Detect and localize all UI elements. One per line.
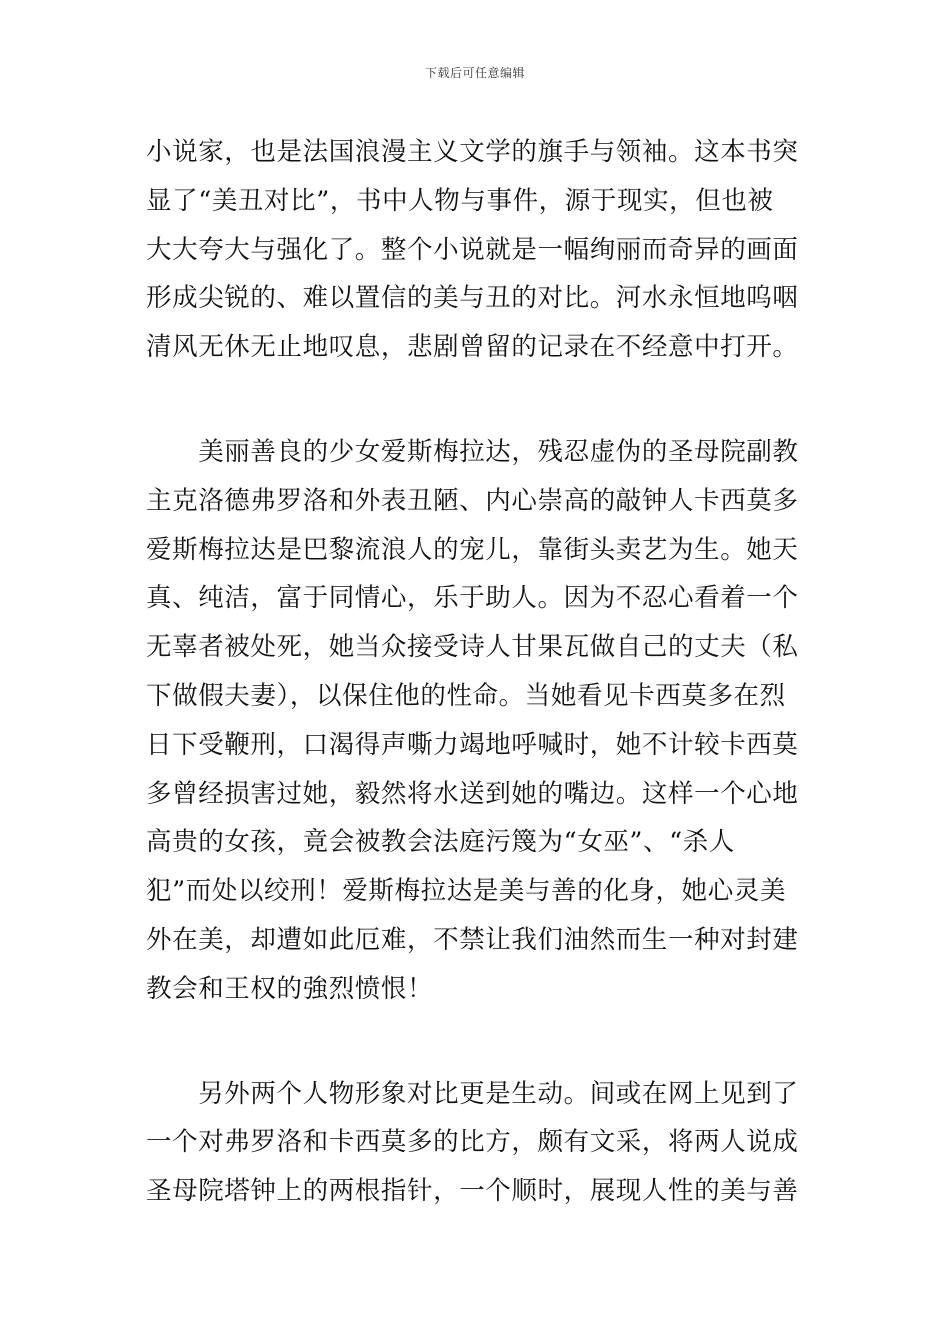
text-line: 无辜者被处死，她当众接受诗人甘果瓦做自己的丈夫（私 xyxy=(146,632,799,663)
text-line: 圣母院塔钟上的两根指针，一个顺时，展现人性的美与善 xyxy=(146,1176,799,1207)
document-body xyxy=(146,128,826,1216)
text-line: 另外两个人物形象对比更是生动。间或在网上见到了 xyxy=(146,1078,799,1109)
paragraph-1 xyxy=(146,128,826,372)
text-line: 高贵的女孩，竟会被教会法庭污篾为“女巫”、“杀人 xyxy=(146,827,736,858)
text-line: 美丽善良的少女爱斯梅拉达，残忍虚伪的圣母院副教 xyxy=(146,436,799,467)
text-line: 大大夸大与强化了。整个小说就是一幅绚丽而奇异的画面 xyxy=(146,234,799,265)
text-line: 日下受鞭刑，口渴得声嘶力竭地呼喊时，她不计较卡西莫 xyxy=(146,729,799,760)
text-line: 外在美，却遭如此厄难，不禁让我们油然而生一种对封建 xyxy=(146,924,799,955)
text-line: 真、纯洁，富于同情心，乐于助人。因为不忍心看着一个 xyxy=(146,583,799,614)
text-line: 一个对弗罗洛和卡西莫多的比方，颇有文采，将两人说成 xyxy=(146,1127,799,1158)
text-line: 小说家，也是法国浪漫主义文学的旗手与领袖。这本书突 xyxy=(146,137,799,167)
paragraph-2 xyxy=(146,428,826,1014)
text-line: 多曾经损害过她，毅然将水送到她的嘴边。这样一个心地 xyxy=(146,778,799,809)
text-line: 犯”而处以绞刑！爱斯梅拉达是美与善的化身，她心灵美 xyxy=(146,876,787,907)
text-line: 主克洛德弗罗洛和外表丑陋、内心崇高的敲钟人卡西莫多 xyxy=(146,485,799,516)
text-line: 显了“美丑对比”，书中人物与事件，源于现实，但也被 xyxy=(146,185,774,216)
text-line: 爱斯梅拉达是巴黎流浪人的宠儿，靠街头卖艺为生。她天 xyxy=(146,534,799,565)
text-line: 形成尖锐的、难以置信的美与丑的对比。河水永恒地呜咽 xyxy=(146,283,799,314)
text-line: 清风无休无止地叹息，悲剧曾留的记录在不经意中打开。 xyxy=(146,332,799,363)
paragraph-3 xyxy=(146,1070,826,1216)
page-header: 下载后可任意编辑 xyxy=(424,66,525,80)
text-line: 教会和王权的強烈愤恨！ xyxy=(146,973,434,1004)
text-line: 下做假夫妻），以保住他的性命。当她看见卡西莫多在烈 xyxy=(146,680,786,711)
